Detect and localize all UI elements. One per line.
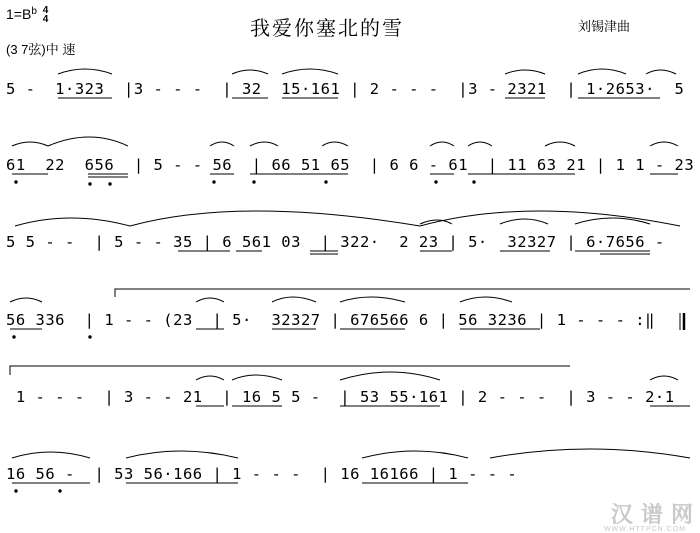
slur — [650, 142, 678, 146]
slur — [48, 137, 128, 146]
slur — [210, 142, 234, 146]
slur — [130, 211, 420, 226]
slur — [362, 451, 468, 458]
slur — [232, 375, 282, 380]
score-line-1: 5 - 1·323 |3 - - - | 32 15·161 | 2 - - - |3 - 2321 | 1·2653· 5 — [6, 80, 685, 98]
slur — [420, 211, 680, 226]
slur — [15, 218, 130, 226]
slur — [282, 69, 338, 74]
score-line-5: 1 - - - | 3 - - 21 | 16 5 5 - | 53 55·161 | 2 - - - | 3 - - 2·1 — [6, 388, 675, 406]
slur — [650, 376, 678, 380]
watermark-url: WWW.HTTPCN.COM — [603, 526, 686, 533]
slur — [232, 70, 268, 74]
score-line-3: 5 5 - - | 5 - - 35 | 6 561 03 | 322· 2 23 | 5· 32327 | 6·7656 - — [6, 233, 665, 251]
slur — [340, 372, 440, 380]
slur — [340, 297, 405, 302]
slur — [545, 142, 575, 146]
slur — [578, 69, 626, 74]
score-line-6: 16 56 - | 53 56·166 | 1 - - - | 16 16166 | 1 - - - — [6, 465, 518, 483]
slur — [196, 376, 224, 380]
slur — [196, 298, 224, 302]
slur — [490, 449, 690, 458]
slur — [468, 142, 492, 146]
slur — [500, 219, 548, 224]
slur — [10, 298, 42, 302]
time-bottom: 4 — [42, 14, 49, 26]
slur — [322, 142, 348, 146]
slur — [430, 142, 454, 146]
volta-1 — [115, 289, 690, 297]
slur — [58, 69, 112, 74]
volta-2 — [10, 366, 570, 375]
key-text: 1=B — [6, 6, 32, 22]
slur — [505, 70, 545, 74]
score-line-2: 61 22 656 | 5 - - 56 | 66 51 65 | 6 6 - 61 | 11 63 21 | 1 1 - 23 — [6, 156, 695, 174]
score-line-4: 56 336 | 1 - - (23 | 5· 32327 | 676566 6 | 56 3236 | 1 - - - :‖ — [6, 311, 655, 329]
slur — [12, 452, 90, 458]
slur — [646, 70, 676, 74]
composer: 刘锡津曲 — [578, 20, 631, 35]
page-title: 我爱你塞北的雪 — [250, 16, 404, 40]
slur — [460, 297, 512, 302]
flat-sign: b — [31, 6, 37, 17]
slur — [12, 142, 48, 146]
tempo-marking: (3 7弦)中 速 — [6, 42, 76, 57]
slur — [250, 142, 278, 146]
slur — [126, 451, 238, 458]
time-top: 4 — [42, 5, 49, 17]
watermark: 汉 谱 网 — [610, 502, 694, 527]
slur — [272, 297, 316, 302]
